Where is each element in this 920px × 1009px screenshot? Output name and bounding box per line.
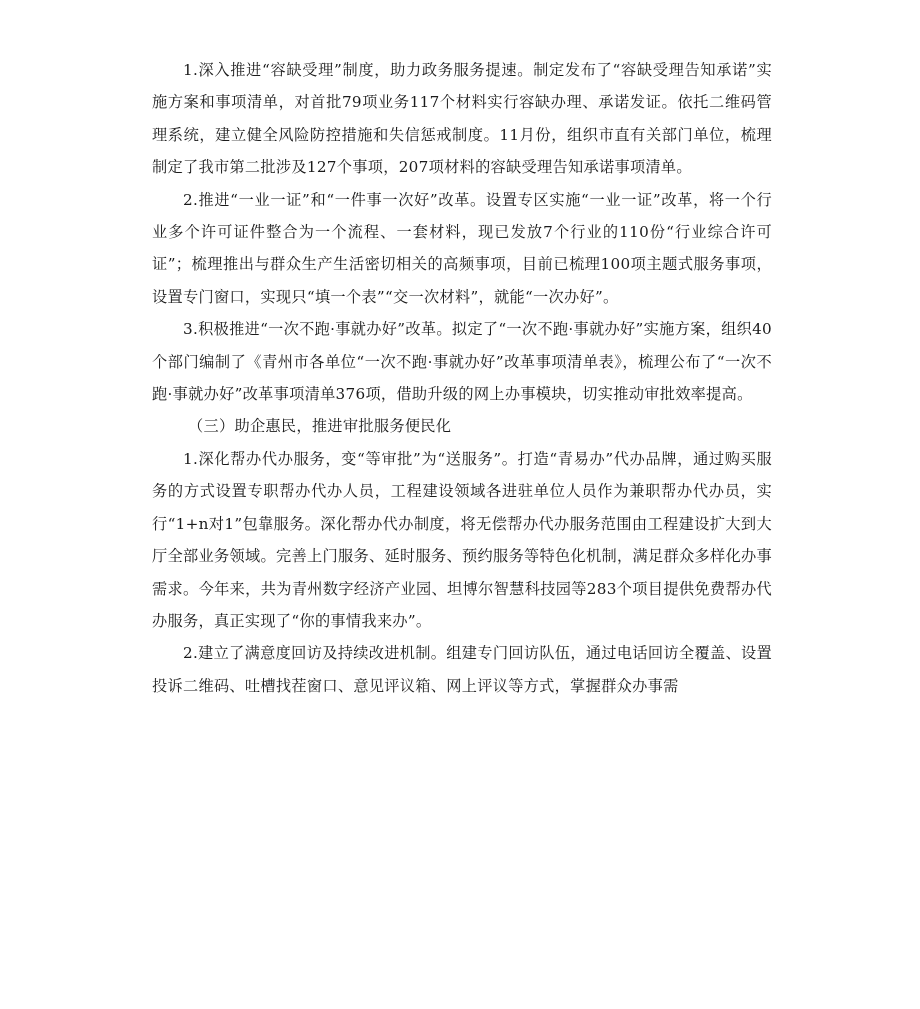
paragraph-agency-service: 1.深化帮办代办服务，变“等审批”为“送服务”。打造“青易办”代办品牌，通过购买服务的方式设置专职帮办代办人员，工程建设领域各进驻单位人员作为兼职帮办代办员，实行“1+n对1”包靠服务。深化帮办代办制度，将无偿帮办代办服务范围由工程建设扩大到大厅全部业务领域。完善上门服务、延时服务、预约服务等特色化机制，满足群众多样化办事需求。今年来，共为青州数字经济产业园、坦博尔智慧科技园等283个项目提供免费帮办代办服务，真正实现了“你的事情我来办”。	[152, 449, 772, 630]
document-body	[152, 54, 772, 702]
paragraph-one-industry-one-license: 2.推进“一业一证”和“一件事一次好”改革。设置专区实施“一业一证”改革，将一个行业多个许可证件整合为一个流程、一套材料，现已发放7个行业的110份“行业综合许可证”；梳理推出与群众生产生活密切相关的高频事项，目前已梳理100项主题式服务事项，设置专门窗口，实现只“填一个表”“交一次材料”，就能“一次办好”。	[152, 190, 772, 306]
section-heading-convenience: （三）助企惠民，推进审批服务便民化	[188, 417, 452, 436]
paragraph-satisfaction-followup: 2.建立了满意度回访及持续改进机制。组建专门回访队伍，通过电话回访全覆盖、设置投诉二维码、吐槽找茬窗口、意见评议箱、网上评议等方式，掌握群众办事需	[152, 644, 772, 695]
paragraph-tolerance-acceptance: 1.深入推进“容缺受理”制度，助力政务服务提速。制定发布了“容缺受理告知承诺”实施方案和事项清单，对首批79项业务117个材料实行容缺办理、承诺发证。依托二维码管理系统，建立健全风险防控措施和失信惩戒制度。11月份，组织市直有关部门单位，梳理制定了我市第二批涉及127个事项，207项材料的容缺受理告知承诺事项清单。	[152, 61, 772, 177]
paragraph-zero-visit-reform: 3.积极推进“一次不跑·事就办好”改革。拟定了“一次不跑·事就办好”实施方案，组织40个部门编制了《青州市各单位“一次不跑·事就办好”改革事项清单表》，梳理公布了“一次不跑·事就办好”改革事项清单376项，借助升级的网上办事模块，切实推动审批效率提高。	[152, 320, 772, 404]
